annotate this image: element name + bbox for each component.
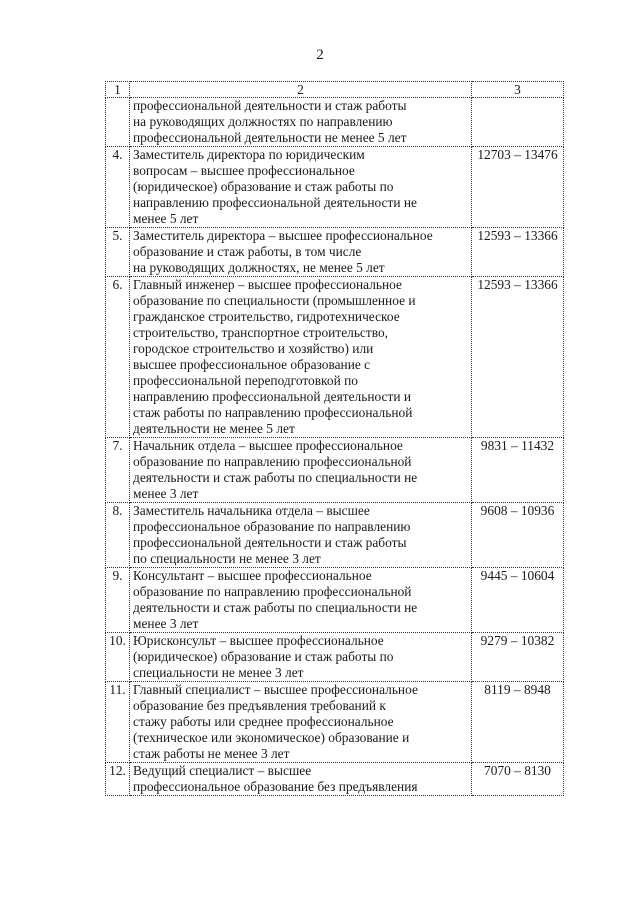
description-line: Ведущий специалист – высшее: [133, 763, 312, 778]
description-line: образование по направлению профессиональной: [133, 584, 412, 599]
description-line: Заместитель директора по юридическим: [133, 147, 365, 162]
description-line: стаж работы не менее 3 лет: [133, 746, 290, 761]
row-number-cell: 4.: [106, 147, 130, 228]
table-row: [106, 763, 564, 796]
description-line: профессиональное образование без предъявления: [133, 779, 418, 794]
salary-range-cell: 9831 – 11432: [472, 438, 564, 503]
salary-range-cell: 7070 – 8130: [472, 763, 564, 796]
description-line: строительство, транспортное строительство,: [133, 325, 388, 340]
description-line: деятельности не менее 5 лет: [133, 421, 295, 436]
description-line: (юридическое) образование и стаж работы по: [133, 179, 394, 194]
description-line: специальности не менее 3 лет: [133, 665, 304, 680]
description-line: образование и стаж работы, в том числе: [133, 244, 362, 259]
table-row: [106, 228, 564, 277]
salary-range-cell: 9608 – 10936: [472, 503, 564, 568]
table-row: [106, 682, 564, 763]
description-line: (техническое или экономическое) образование и: [133, 730, 410, 745]
description-line: менее 3 лет: [133, 616, 199, 631]
description-line: профессиональной деятельности не менее 5 лет: [133, 130, 407, 145]
table-row: [106, 277, 564, 438]
row-number-cell: [106, 98, 130, 147]
description-line: высшее профессиональное образование с: [133, 357, 371, 372]
salary-range-cell: 9279 – 10382: [472, 633, 564, 682]
description-line: профессиональной переподготовкой по: [133, 373, 358, 388]
description-line: образование без предъявления требований к: [133, 698, 386, 713]
row-number-cell: 10.: [106, 633, 130, 682]
description-line: городское строительство и хозяйство) или: [133, 341, 374, 356]
position-description-cell: [130, 633, 472, 682]
table-row: [106, 438, 564, 503]
description-line: стаж работы по направлению профессиональной: [133, 405, 413, 420]
salary-range-cell: 9445 – 10604: [472, 568, 564, 633]
description-line: Заместитель начальника отдела – высшее: [133, 503, 370, 518]
row-number-cell: 8.: [106, 503, 130, 568]
position-description-cell: [130, 228, 472, 277]
description-line: профессиональной деятельности и стаж работы: [133, 98, 407, 113]
page-number: 2: [316, 47, 324, 63]
salary-range-cell: 12593 – 13366: [472, 228, 564, 277]
table-row: [106, 147, 564, 228]
description-line: (юридическое) образование и стаж работы по: [133, 649, 394, 664]
position-description-cell: [130, 438, 472, 503]
description-line: на руководящих должностях по направлению: [133, 114, 393, 129]
description-line: деятельности и стаж работы по специальности не: [133, 470, 418, 485]
description-line: Главный специалист – высшее профессиональное: [133, 682, 418, 697]
description-line: менее 5 лет: [133, 211, 199, 226]
salary-range-cell: [472, 98, 564, 147]
description-line: профессиональное образование по направлению: [133, 519, 411, 534]
row-number-cell: 5.: [106, 228, 130, 277]
salary-range-cell: 12593 – 13366: [472, 277, 564, 438]
description-line: направлению профессиональной деятельности и: [133, 389, 412, 404]
position-description-cell: [130, 763, 472, 796]
table-row: [106, 633, 564, 682]
row-number-cell: 9.: [106, 568, 130, 633]
position-description-cell: [130, 147, 472, 228]
description-line: Консультант – высшее профессиональное: [133, 568, 372, 583]
position-salary-table: [105, 81, 564, 796]
table-row: [106, 503, 564, 568]
description-line: Заместитель директора – высшее профессиональное: [133, 228, 433, 243]
header-cell-salary: 3: [472, 82, 564, 98]
description-line: образование по специальности (промышленное и: [133, 293, 416, 308]
salary-range-cell: 8119 – 8948: [472, 682, 564, 763]
position-description-cell: [130, 568, 472, 633]
position-description-cell: [130, 503, 472, 568]
description-line: Начальник отдела – высшее профессиональное: [133, 438, 403, 453]
row-number-cell: 11.: [106, 682, 130, 763]
row-number-cell: 12.: [106, 763, 130, 796]
description-line: стажу работы или среднее профессиональное: [133, 714, 394, 729]
description-line: Главный инженер – высшее профессиональное: [133, 277, 402, 292]
salary-range-cell: 12703 – 13476: [472, 147, 564, 228]
description-line: менее 3 лет: [133, 486, 199, 501]
row-number-cell: 7.: [106, 438, 130, 503]
description-line: направлению профессиональной деятельности не: [133, 195, 417, 210]
header-cell-position: 2: [130, 82, 472, 98]
table-row: [106, 568, 564, 633]
position-description-cell: [130, 682, 472, 763]
description-line: по специальности не менее 3 лет: [133, 551, 321, 566]
table-header-row: [106, 82, 564, 98]
description-line: гражданское строительство, гидротехническое: [133, 309, 400, 324]
description-line: профессиональной деятельности и стаж работы: [133, 535, 407, 550]
header-cell-number: 1: [106, 82, 130, 98]
table-row: [106, 98, 564, 147]
row-number-cell: 6.: [106, 277, 130, 438]
description-line: вопросам – высшее профессиональное: [133, 163, 355, 178]
position-description-cell: [130, 98, 472, 147]
description-line: на руководящих должностях, не менее 5 лет: [133, 260, 385, 275]
description-line: Юрисконсульт – высшее профессиональное: [133, 633, 384, 648]
description-line: деятельности и стаж работы по специальности не: [133, 600, 418, 615]
position-description-cell: [130, 277, 472, 438]
description-line: образование по направлению профессиональной: [133, 454, 412, 469]
